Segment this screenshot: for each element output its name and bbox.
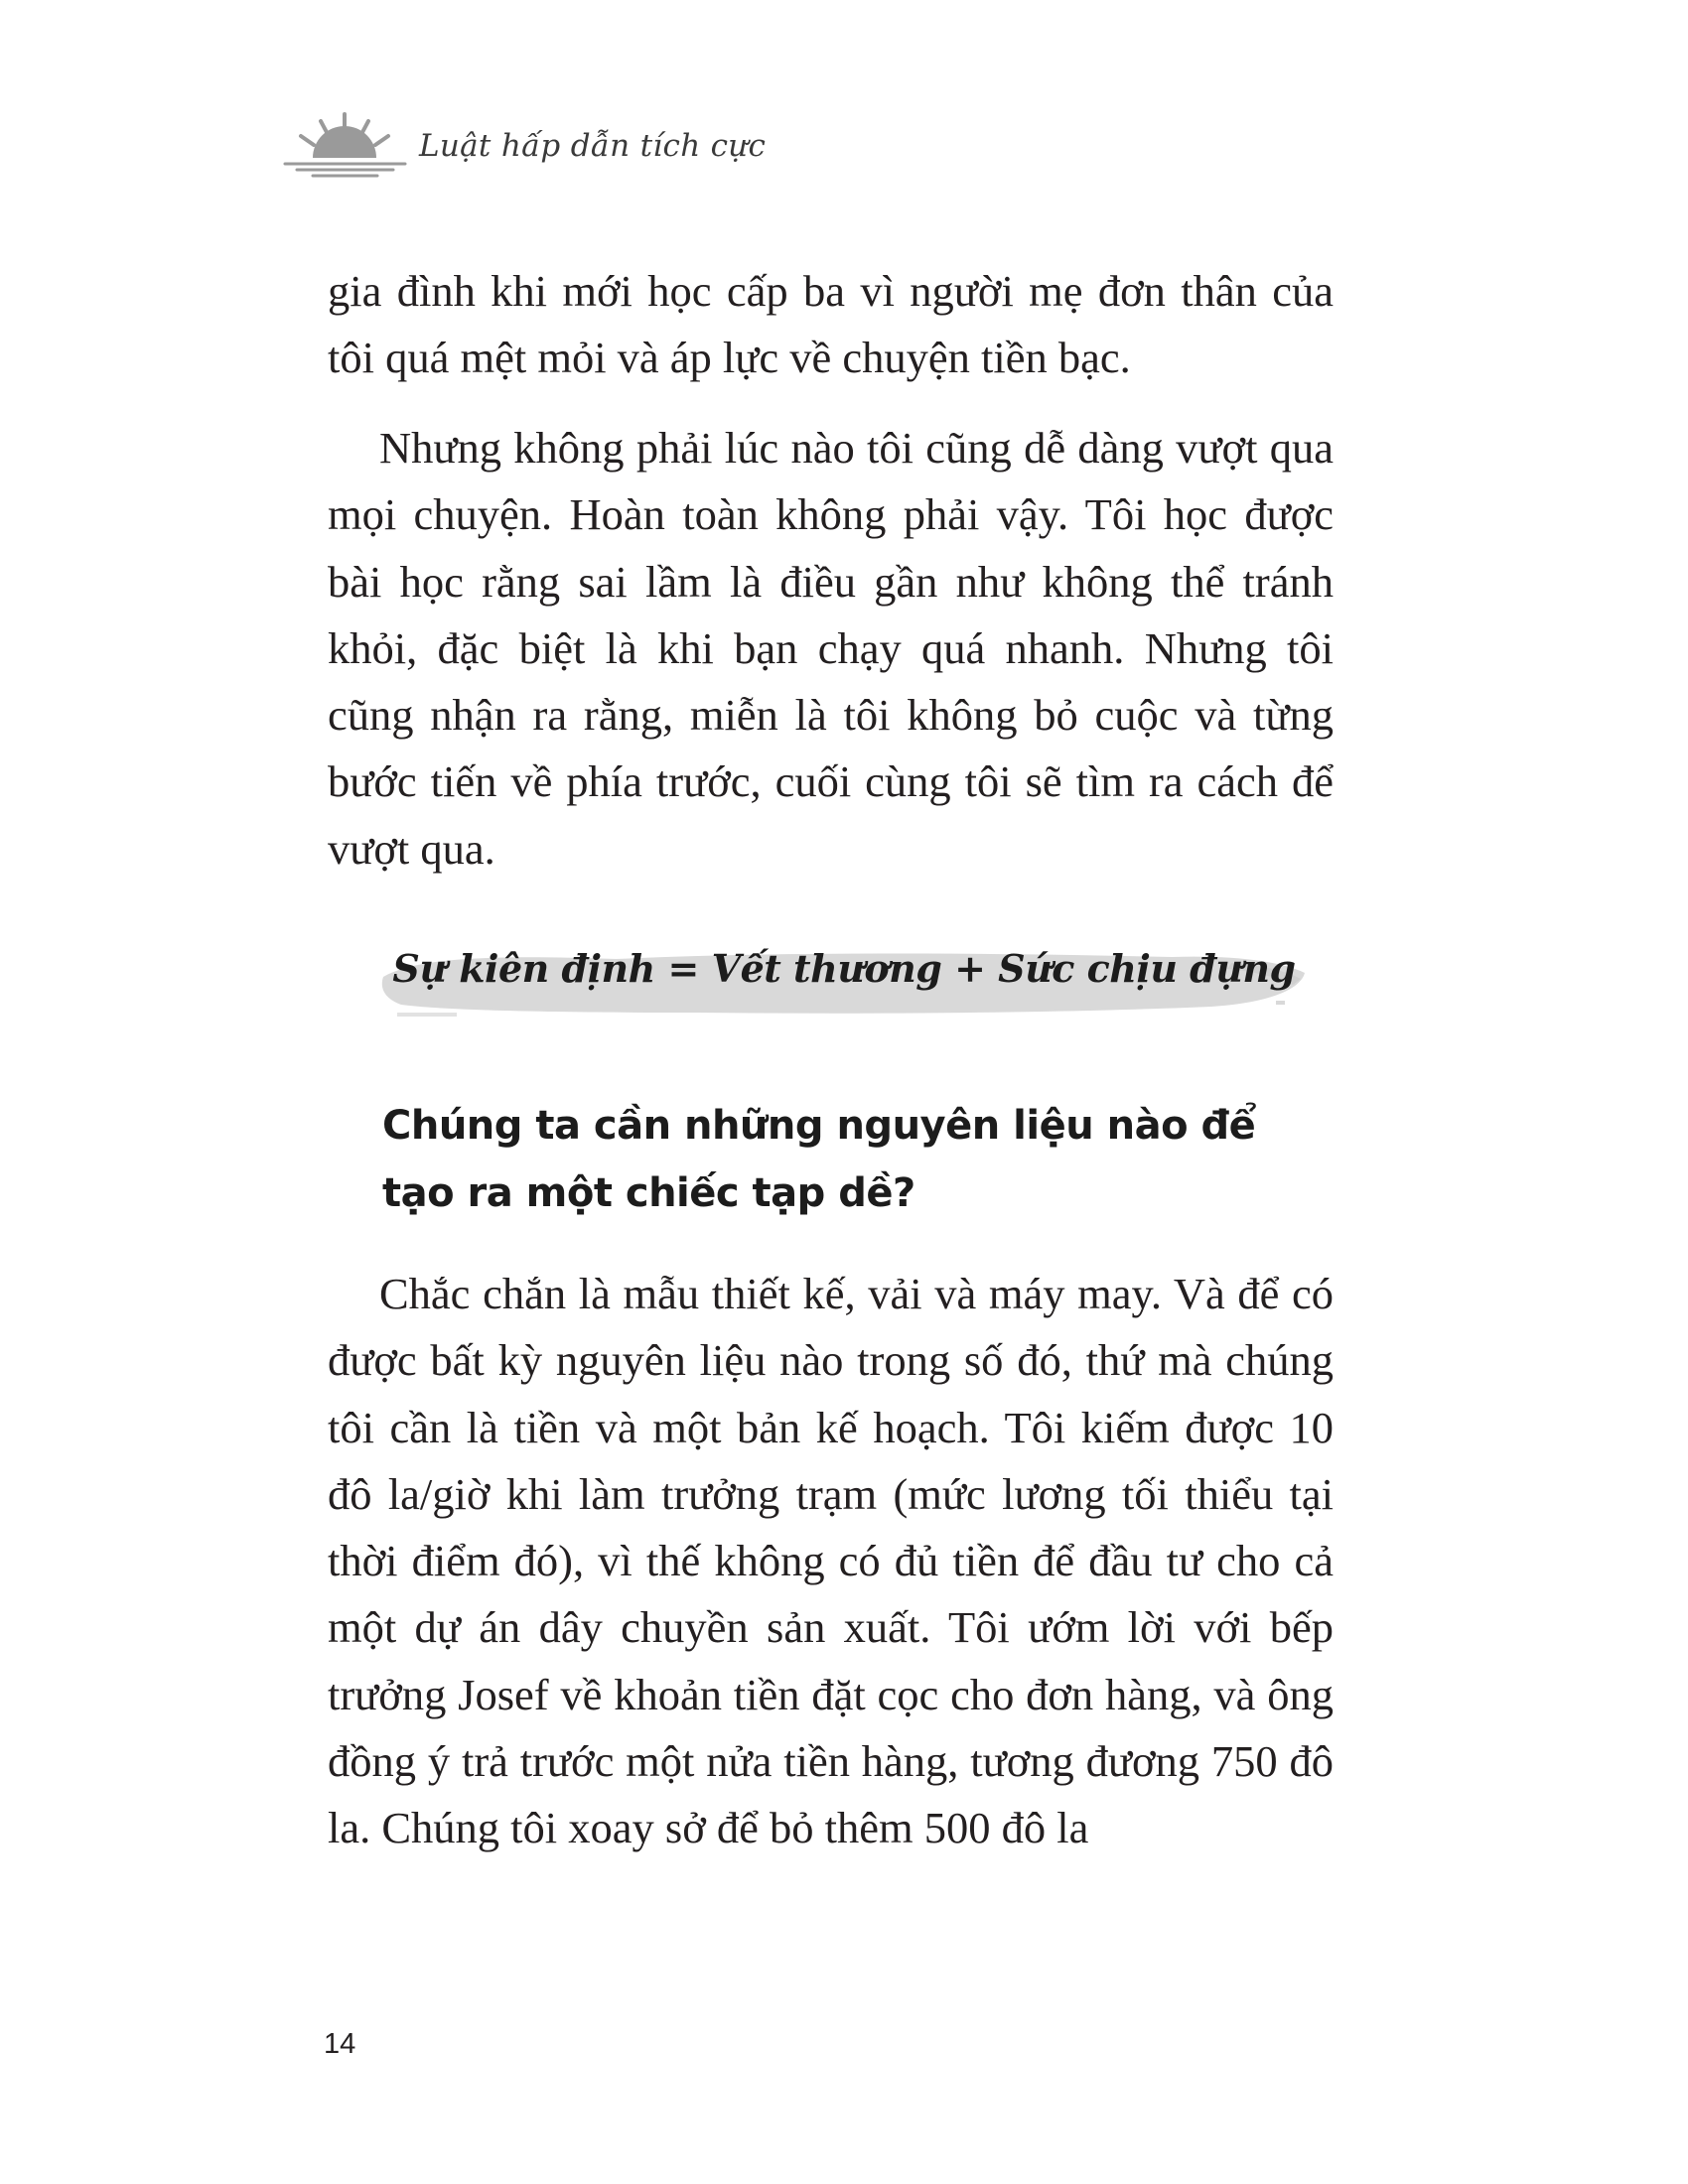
paragraph-continuation — [328, 258, 1334, 392]
running-header-title: Luật hấp dẫn tích cực — [419, 128, 767, 164]
running-header — [283, 104, 879, 194]
sunrise-icon — [283, 104, 407, 194]
quote-banner — [377, 933, 1311, 1028]
page-number: 14 — [324, 2028, 356, 2060]
quote-formula: Sự kiên định = Vết thương + Sức chịu đựng — [392, 946, 1296, 991]
body-paragraph: Nhưng không phải lúc nào tôi cũng dễ dàng vượt qua mọi chuyện. Hoàn toàn không phải vậy. Tôi học được bài học rằng sai lầm là điều gần như không thể tránh khỏi, đặc biệt là khi bạn chạy quá nhanh. Nhưng tôi cũng nhận ra rằng, miễn là tôi không bỏ cuộc và từng bước tiến về phía trước, cuối cùng tôi sẽ tìm ra cách để vượt qua. — [328, 423, 1334, 874]
body-paragraph: gia đình khi mới học cấp ba vì người mẹ đơn thân của tôi quá mệt mỏi và áp lực về chuyện tiền bạc. — [328, 266, 1334, 383]
paragraph-block — [328, 415, 1334, 883]
body-paragraph: Chắc chắn là mẫu thiết kế, vải và máy may. Và để có được bất kỳ nguyên liệu nào trong số đó, thứ mà chúng tôi cần là tiền và một bản kế hoạch. Tôi kiếm được 10 đô la/giờ khi làm trưởng trạm (mức lương tối thiểu tại thời điểm đó), vì thế không có đủ tiền để đầu tư cho cả một dự án dây chuyền sản xuất. Tôi ướm lời với bếp trưởng Josef về khoản tiền đặt cọc cho đơn hàng, và ông đồng ý trả trước một nửa tiền hàng, tương đương 750 đô la. Chúng tôi xoay sở để bỏ thêm 500 đô la — [328, 1269, 1334, 1853]
paragraph-block — [328, 1261, 1334, 1862]
section-heading: Chúng ta cần những nguyên liệu nào để tạo ra một chiếc tạp dề? — [382, 1103, 1256, 1216]
